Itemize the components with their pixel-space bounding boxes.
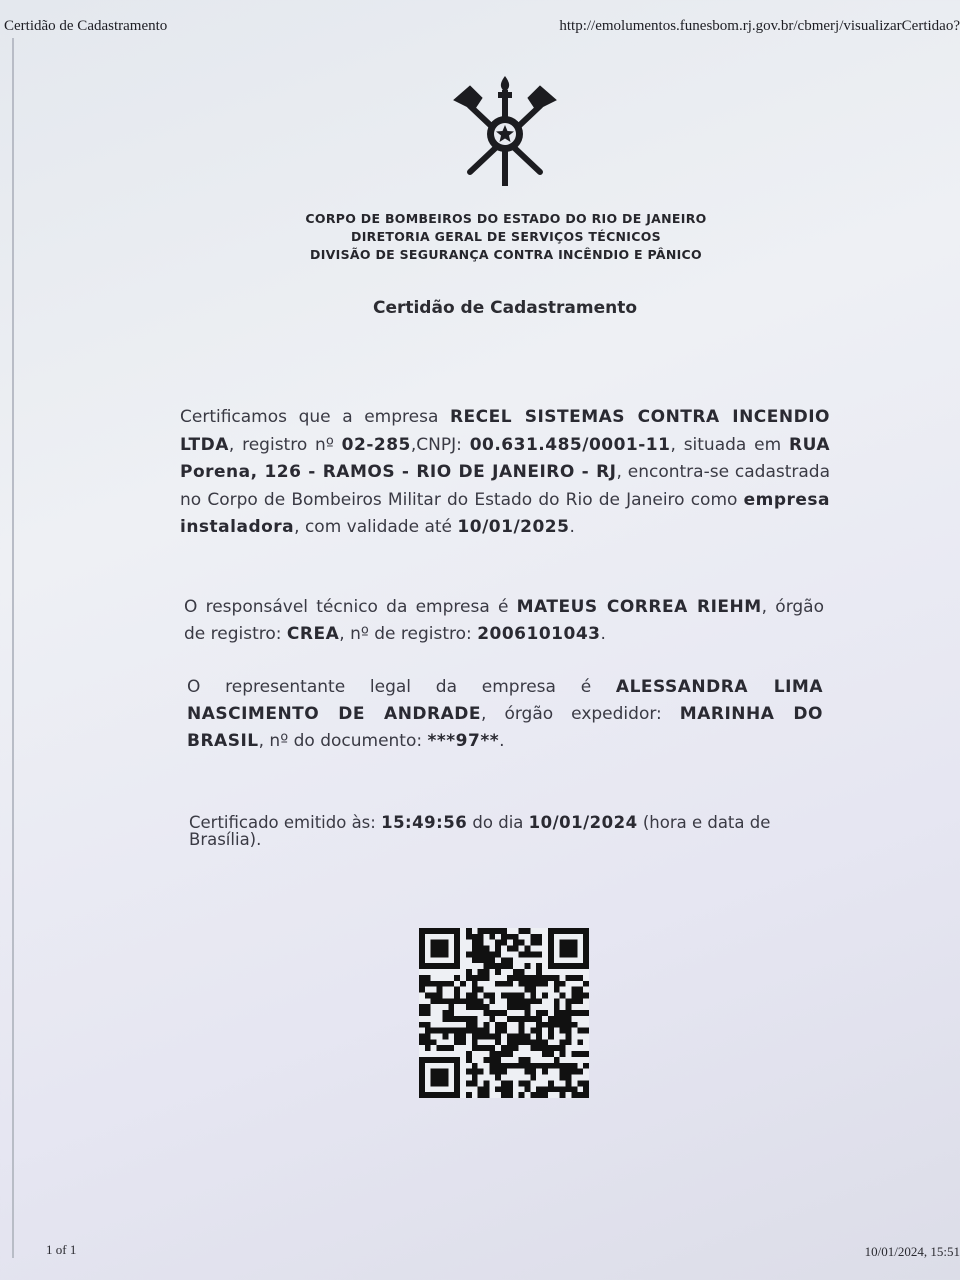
org-line-2: DIRETORIA GERAL DE SERVIÇOS TÉCNICOS (351, 229, 661, 244)
org-line-3: DIVISÃO DE SEGURANÇA CONTRA INCÊNDIO E PÂNICO (310, 247, 702, 262)
registration-number: 02-285 (341, 434, 411, 455)
crea-number: 2006101043 (477, 624, 601, 644)
p1-text-6: , com validade até (294, 517, 458, 537)
p3-text-2: , órgão expedidor: (481, 704, 680, 724)
p3-text-1: O representante legal da empresa é (187, 677, 616, 697)
print-header (0, 16, 960, 38)
qr-code-icon (416, 928, 592, 1098)
company-address: RUA Porena, 126 - RAMOS - RIO DE JANEIRO - RJ (180, 434, 831, 482)
p4-text-1: Certificado emitido às: (189, 813, 382, 832)
p2-text-2: , órgão de registro: (184, 597, 824, 644)
company-name: RECEL SISTEMAS CONTRA INCENDIO LTDA (180, 407, 830, 455)
p1-text-3: ,CNPJ: (410, 434, 470, 455)
p3-text-3: , nº do documento: (258, 731, 428, 751)
legal-representative-name: ALESSANDRA LIMA NASCIMENTO DE ANDRADE (187, 677, 823, 724)
document-title: Certidão de Cadastramento (372, 298, 638, 318)
legal-representative-paragraph (187, 674, 823, 755)
validity-date: 10/01/2025 (457, 517, 570, 537)
issuing-organ: MARINHA DO BRASIL (187, 704, 823, 751)
technical-responsible-paragraph (184, 594, 824, 648)
p1-text-7: . (569, 517, 575, 537)
p2-text-3: , nº de registro: (339, 624, 478, 644)
issuance-paragraph (189, 814, 821, 848)
p2-text-1: O responsável técnico da empresa é (184, 597, 517, 617)
org-line-1: CORPO DE BOMBEIROS DO ESTADO DO RIO DE JANEIRO (305, 211, 707, 226)
p4-text-2: do dia (467, 813, 529, 832)
p1-text-5: , encontra-se cadastrada no Corpo de Bombeiros Militar do Estado do Rio de Janeiro como (180, 462, 830, 510)
print-datetime: 10/01/2024, 15:51 (864, 1244, 960, 1259)
technical-responsible-name: MATEUS CORREA RIEHM (516, 597, 762, 617)
p3-text-4: . (499, 731, 505, 751)
firefighter-emblem-icon (448, 76, 562, 192)
print-header-url[interactable]: http://emolumentos.funesbom.rj.gov.br/cbmerj/visualizarCertidao? (559, 18, 960, 34)
organization-header (0, 210, 960, 264)
p1-text-1: Certificamos que a empresa (180, 407, 450, 427)
p4-text-3: (hora e data de Brasília). (189, 813, 771, 849)
p1-text-4: , situada em (670, 434, 789, 455)
document-number: ***97** (427, 731, 500, 751)
p2-text-4: . (600, 624, 606, 644)
print-header-title: Certidão de Cadastramento (4, 18, 168, 34)
print-footer (0, 1240, 960, 1262)
p1-text-2: , registro nº (228, 434, 342, 455)
certification-paragraph (180, 404, 830, 542)
issue-date: 10/01/2024 (528, 813, 638, 832)
company-type: empresa instaladora (180, 489, 830, 537)
registration-organ: CREA (286, 624, 340, 644)
page-count: 1 of 1 (46, 1242, 77, 1257)
issue-time: 15:49:56 (381, 813, 468, 832)
cnpj-number: 00.631.485/0001-11 (469, 434, 671, 455)
